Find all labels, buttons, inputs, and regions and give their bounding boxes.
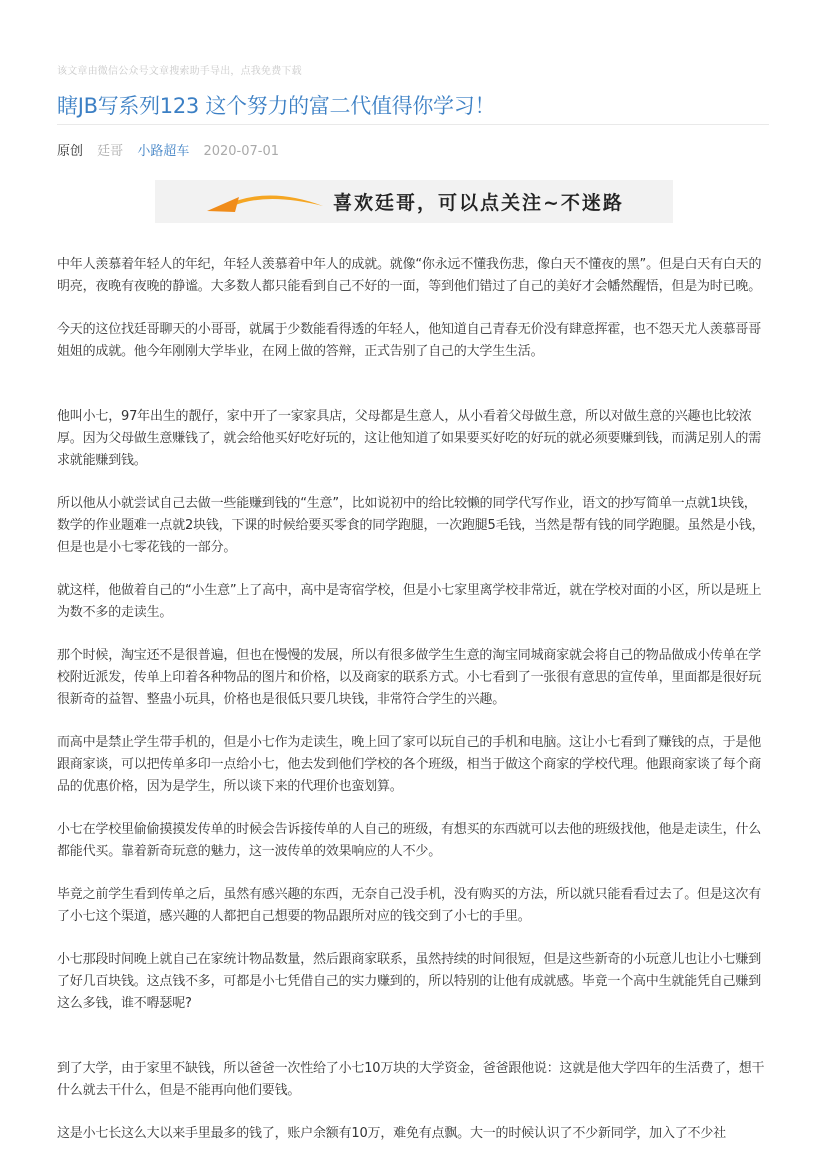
paragraph: 那个时候，淘宝还不是很普遍，但也在慢慢的发展，所以有很多做学生生意的淘宝同城商家就会将自己的物品做成小传单在学校附近派发，传单上印着各种物品的图片和价格，以及商家的联系方式。小七看到了一张很有意思的宣传单，里面都是很好玩很新奇的益智、整蛊小玩具，价格也是很低只要几块钱，非常符合学生的兴趣。: [57, 648, 762, 707]
paragraph: 所以他从小就尝试自己去做一些能赚到钱的“生意”，比如说初中的给比较懒的同学代写作业，语文的抄写简单一点就1块钱，数学的作业题难一点就2块钱，下课的时候给要买零食的同学跑腿，一次跑腿5毛钱，当然是帮有钱的同学跑腿。虽然是小钱，但是也是小七零花钱的一部分。: [57, 496, 765, 555]
paragraph: 到了大学，由于家里不缺钱，所以爸爸一次性给了小七10万块的大学资金，爸爸跟他说：这就是他大学四年的生活费了，想干什么就去干什么，但是不能再向他们要钱。: [57, 1061, 765, 1098]
export-notice-link[interactable]: 该文章由微信公众号文章搜索助手导出，点我免费下载: [57, 66, 302, 77]
article-meta: [57, 140, 289, 159]
article-body: [57, 254, 769, 1166]
author-name: 廷哥: [97, 144, 124, 159]
follow-banner: [155, 180, 673, 223]
paragraph: 小七在学校里偷偷摸摸发传单的时候会告诉接传单的人自己的班级，有想买的东西就可以去他的班级找他，他是走读生，什么都能代买。靠着新奇玩意的魅力，这一波传单的效果响应的人不少。: [57, 822, 762, 859]
account-name-link[interactable]: 小路超车: [137, 144, 190, 159]
paragraph: 今天的这位找廷哥聊天的小哥哥，就属于少数能看得透的年轻人，他知道自己青春无价没有肆意挥霍，也不怨天尤人羡慕哥哥姐姐的成就。他今年刚刚大学毕业，在网上做的答辩，正式告别了自己的大学生生活。: [57, 322, 762, 359]
paragraph: 他叫小七，97年出生的靓仔，家中开了一家家具店，父母都是生意人，从小看着父母做生意，所以对做生意的兴趣也比较浓厚。因为父母做生意赚钱了，就会给他买好吃好玩的，这让他知道了如果要买好吃的好玩的就必须要赚到钱，而满足别人的需求就能赚到钱。: [57, 409, 762, 468]
article-title: 瞎JB写系列123 这个努力的富二代值得你学习！: [57, 94, 496, 118]
paragraph: 中年人羡慕着年轻人的年纪，年轻人羡慕着中年人的成就。就像“你永远不懂我伤悲，像白天不懂夜的黑”。但是白天有白天的明亮，夜晚有夜晚的静谧。大多数人都只能看到自己不好的一面，等到他们错过了自己的美好才会幡然醒悟，但是为时已晚。: [57, 257, 762, 294]
paragraph: 这是小七长这么大以来手里最多的钱了，账户余额有10万，难免有点飘。大一的时候认识了不少新同学，加入了不少社: [57, 1126, 726, 1141]
paragraph: 小七那段时间晚上就自己在家统计物品数量，然后跟商家联系，虽然持续的时间很短，但是这些新奇的小玩意儿也让小七赚到了好几百块钱。这点钱不多，可都是小七凭借自己的实力赚到的，所以特别的让他有成就感。毕竟一个高中生就能凭自己赚到这么多钱，谁不嘚瑟呢?: [57, 952, 762, 1011]
paragraph: 毕竟之前学生看到传单之后，虽然有感兴趣的东西，无奈自己没手机，没有购买的方法，所以就只能看看过去了。但是这次有了小七这个渠道，感兴趣的人都把自己想要的物品跟所对应的钱交到了小七的手里。: [57, 887, 762, 924]
paragraph: 就这样，他做着自己的“小生意”上了高中，高中是寄宿学校，但是小七家里离学校非常近，就在学校对面的小区，所以是班上为数不多的走读生。: [57, 583, 762, 620]
paragraph: 而高中是禁止学生带手机的，但是小七作为走读生，晚上回了家可以玩自己的手机和电脑。这让小七看到了赚钱的点，于是他跟商家谈，可以把传单多印一点给小七，他去发到他们学校的各个班级，相当于做这个商家的学校代理。他跟商家谈了每个商品的优惠价格，因为是学生，所以谈下来的代理价也蛮划算。: [57, 735, 762, 794]
title-divider: [57, 124, 769, 125]
follow-banner-text: 喜欢廷哥，可以点关注~不迷路: [333, 192, 624, 214]
original-tag: 原创: [57, 144, 84, 159]
publish-date: 2020-07-01: [203, 144, 280, 159]
